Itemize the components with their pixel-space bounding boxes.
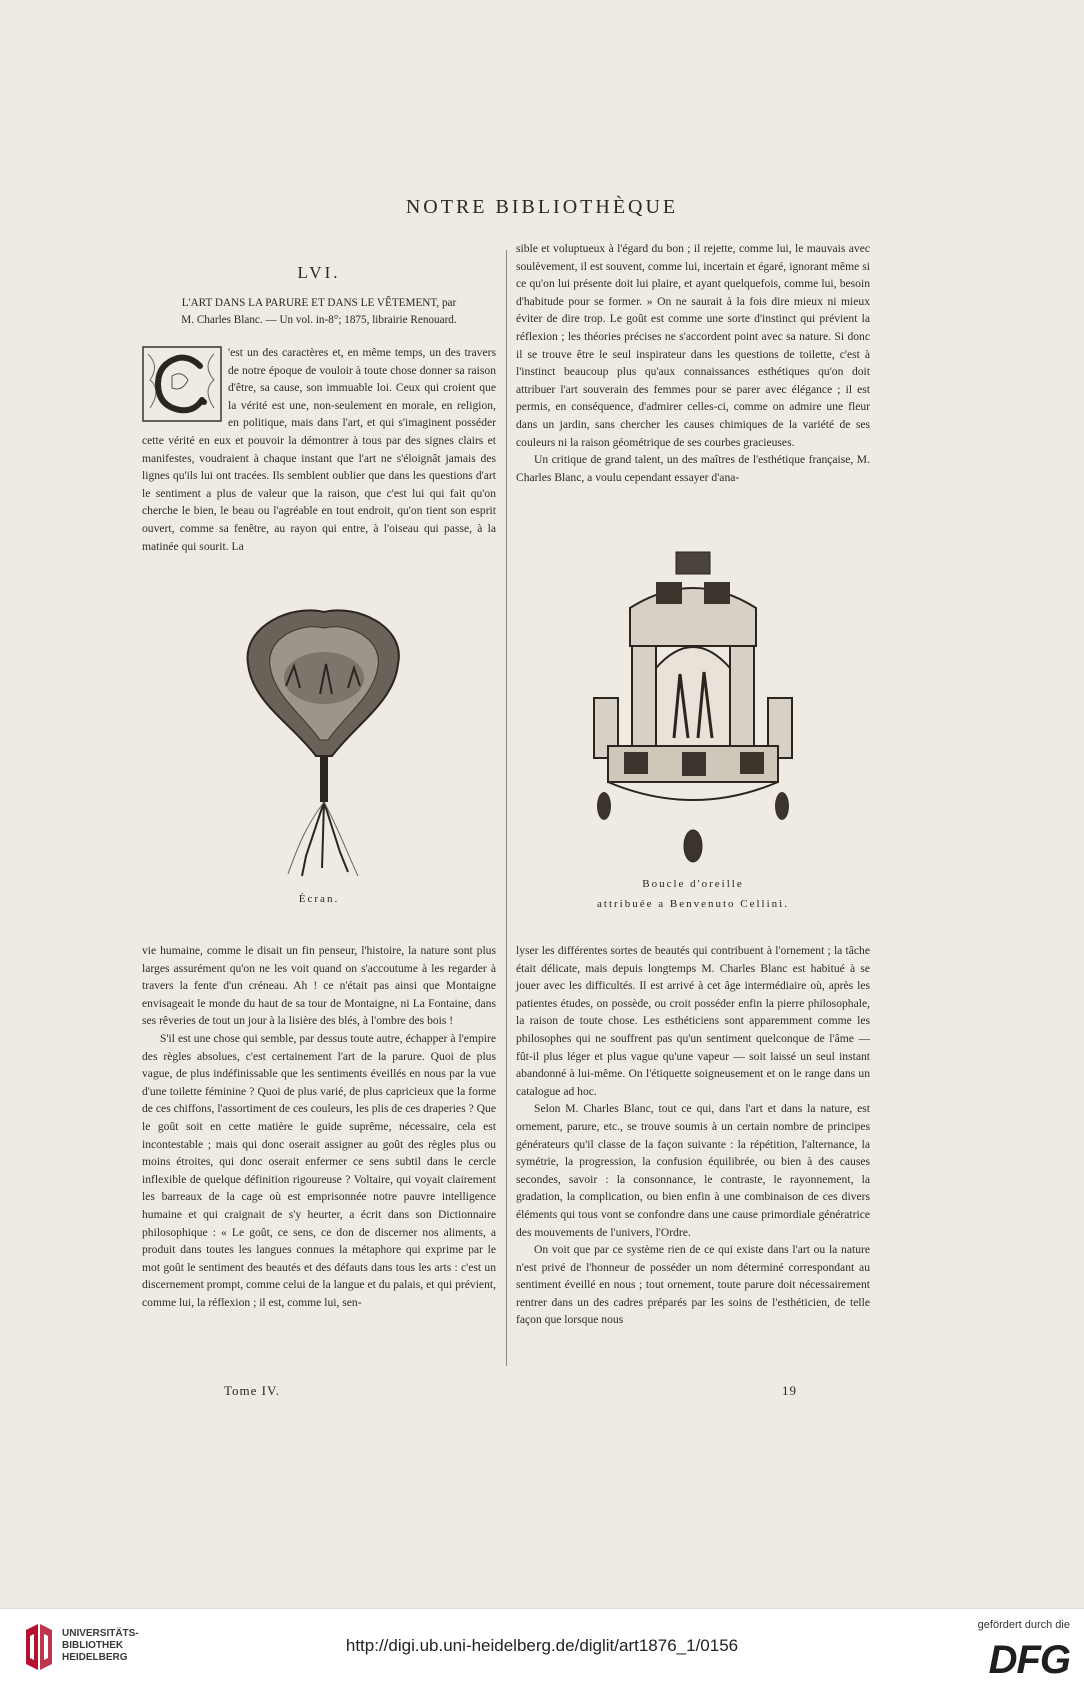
paragraph: sible et voluptueux à l'égard du bon ; il rejette, comme lui, le mauvais avec soulèvement, il est souvent, comme lui, incertain et égaré, ignorant même si ce qu'on lui présente doit lui plaire, et ayant quelquefois, comme lui, besoin d'habitude pour se former. » On ne saurait à la fois dire mieux ni mieux éviter de dire trop. Le goût est comme une sorte d'instinct qui prévient la réflexion ; les théories précises ne s'accordent point avec sa nature. Si donc il se trouve être le seul inspirateur dans les questions de toilette, c'est à l'instinct beaucoup plus qu'aux connaissances esthétiques qu'on doit attribuer l'art souverain des femmes pour se parer avec élégance ; il est permis, en conséquence, d'admirer celles-ci, comme on admire une fleur dans un jardin, sans chercher les causes chimiques de la variété de ses couleurs ni la raison géométrique de ses courbes gracieuses. xyxy=(516,242,870,449)
right-column-top xyxy=(516,240,870,486)
column-rule xyxy=(506,250,507,1366)
fan-screen-engraving xyxy=(236,606,412,880)
institution-line3: HEIDELBERG xyxy=(62,1652,128,1663)
left-column-bottom xyxy=(142,942,496,1311)
paragraph: S'il est une chose qui semble, par dessus toute autre, échapper à l'empire des règles absolues, c'est certainement l'art de la parure. Quoi de plus vague, de plus indéfinissable que les sentiments éveillés en nous par la vue d'une toilette féminine ? Quoi de plus varié, de plus capricieux que la forme de ces chiffons, l'assortiment de ces couleurs, les plis de ces draperies ? Que le goût soit en cette matière le guide suprême, nécessaire, cela est incontestable ; mais qui donc oserait assigner au goût des règles plus ou moins étroites, qui donc oserait enfermer ce sens subtil dans le cercle inflexible de quelque définition rigoureuse ? Voltaire, qui voyait clairement les barreaux de la cage où est emprisonnée notre pauvre intelligence humaine et qui craignait de s'y heurter, a écrit dans son Dictionnaire philosophique : « Le goût, ce sens, ce don de discerner nos aliments, a produit dans toutes les langues connues la métaphore qui exprime par le mot goût le sentiment des beautés et des défauts dans tous les arts : c'est un discernement prompt, comme celui de la langue et du palais, et qui prévient, comme lui, la réflexion ; il est, comme lui, sen- xyxy=(142,1031,496,1309)
paragraph: vie humaine, comme le disait un fin penseur, l'histoire, la nature sont plus larges assurément qu'on ne les voit quand on s'accoutume à les regarder à travers la fente d'un créneau. Ah ! ce n'était pas ainsi que Montaigne envisageait le monde du haut de sa tour de Montaigne, ni La Fontaine, dans ses rêveries de tout un jour à la lisière des blés, à l'ombre des bois ! xyxy=(142,944,496,1028)
paragraph: On voit que par ce système rien de ce qui existe dans l'art ou la nature n'est privé de l'honneur de posséder un nom déterminé correspondant au sentiment éveillé en nous ; tout ornement, toute parure doit nécessairement rentrer dans un des cadres préparés par les soins de l'esthéticien, de telle façon que lorsque nous xyxy=(516,1243,870,1327)
left-column-top xyxy=(142,344,496,555)
page-number: 19 xyxy=(782,1383,797,1398)
institution-line1: UNIVERSITÄTS- xyxy=(62,1628,139,1639)
institution-line2: BIBLIOTHEK xyxy=(62,1640,124,1651)
section-number: LVI. xyxy=(297,263,341,282)
dfg-logo: DFG xyxy=(988,1638,1070,1682)
paragraph: Selon M. Charles Blanc, tout ce qui, dans l'art et dans la nature, est ornement, parure, etc., se trouve soumis à un certain nombre de principes générateurs qu'il classe de la façon suivante : la répétition, l'alternance, la symétrie, la progression, la confusion équilibrée, ou bien à des causes secondes, savoir : la consonnance, le contraste, le rayonnement, la gradation, la complication, ou bien enfin à une combinaison de ces divers éléments qui tous vont se confondre dans une cause primordiale génératrice des mouvements de l'univers, l'Ordre. xyxy=(516,1102,870,1239)
page-title: NOTRE BIBLIOTHÈQUE xyxy=(405,196,679,218)
paragraph: Un critique de grand talent, un des maîtres de l'esthétique française, M. Charles Blanc, a voulu cependant essayer d'ana- xyxy=(516,453,870,484)
book-reference xyxy=(142,295,496,329)
caption-left: Écran. xyxy=(298,893,340,905)
ornate-initial-c-icon xyxy=(142,346,222,422)
right-column-bottom xyxy=(516,942,870,1329)
paragraph: lyser les différentes sortes de beautés qui contribuent à l'ornement ; la tâche était délicate, mais depuis longtemps M. Charles Blanc est habitué à se jouer avec les difficultés. Il est arrivé à cet âge intermédiaire où, après les patientes études, on possède, ou croit posséder enfin la pierre philosophale, la raison de toute chose. Les esthéticiens sont apparemment comme les philosophes qui ne souffrent pas qu'un sentiment quelconque de l'âme — fût-il plus léger et plus vague qu'une vapeur — soit laissé un seul instant abandonné à lui-même. On l'étiquette soigneusement et on le range dans un catalogue ad hoc. xyxy=(516,944,870,1098)
caption-right-line1: Boucle d'oreille xyxy=(642,878,744,890)
caption-right xyxy=(516,874,870,914)
earring-engraving xyxy=(584,548,802,866)
paragraph: 'est un des caractères et, en même temps, un des travers de notre époque de vouloir à toute chose donner sa raison d'être, sa cause, son immuable loi. Ceux qui croient que la vérité est une, non-seulement en morale, en religion, en politique, mais dans l'art, et qui s'imaginent posséder cette vérité en eux et pouvoir la démontrer à tous par des signes clairs et manifestes, voudraient à chaque instant que l'art ne s'éloignât jamais des lignes qu'ils lui ont tracées. Ils semblent oublier que dans les questions d'art le sentiment a plus de valeur que la raison, que c'est lui qui fait qu'on cherche le bien, le beau ou l'agréable en tout endroit, qu'on tient son esprit ouvert, comme sa fenêtre, au rayon qui entre, à l'oiseau qui passe, à la matinée qui sourit. La xyxy=(142,346,496,553)
book-reference-line1: L'ART DANS LA PARURE ET DANS LE VÊTEMENT, par xyxy=(181,297,457,309)
volume-label: Tome IV. xyxy=(224,1383,280,1398)
permalink-url[interactable]: http://digi.ub.uni-heidelberg.de/diglit/art1876_1/0156 xyxy=(345,1636,739,1655)
funding-note: gefördert durch die xyxy=(977,1619,1070,1631)
book-reference-line2: M. Charles Blanc. — Un vol. in-8°; 1875, librairie Renouard. xyxy=(181,314,457,326)
caption-right-line2: attribuée a Benvenuto Cellini. xyxy=(597,898,789,910)
